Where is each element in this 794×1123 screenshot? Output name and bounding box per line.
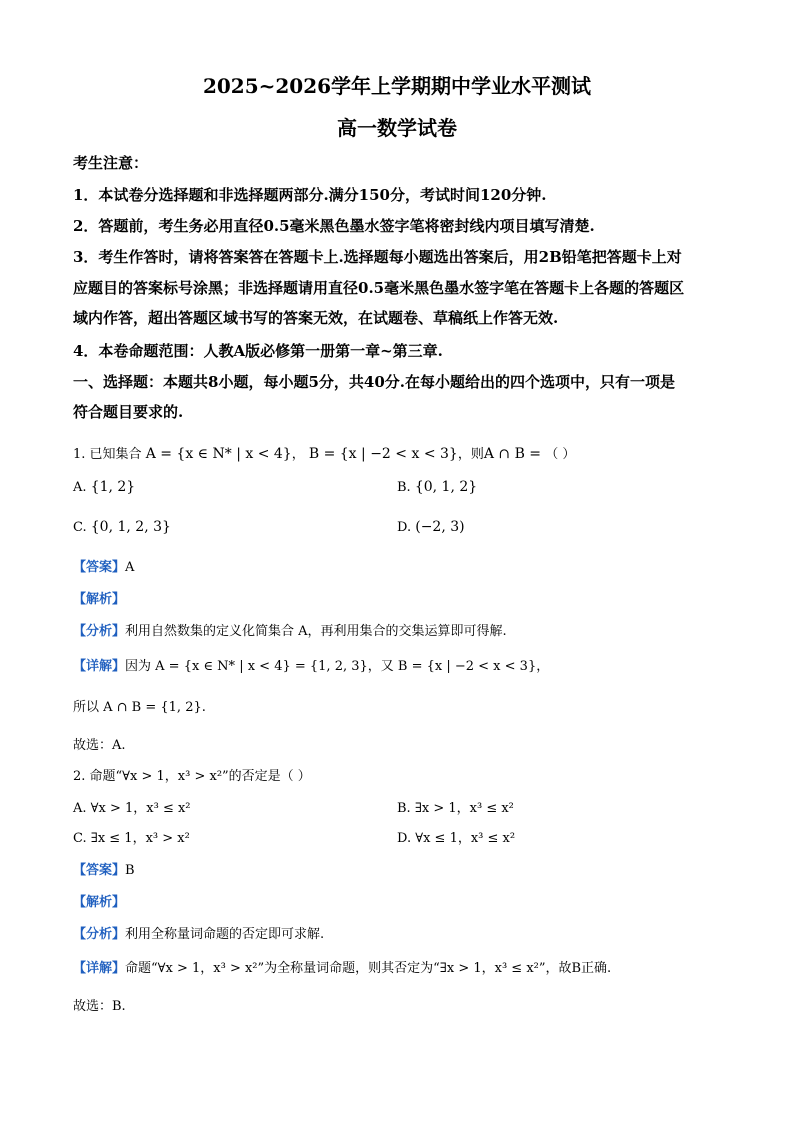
notice-item-1: 1．本试卷分选择题和非选择题两部分.满分150分，考试时间120分钟. [73,186,547,204]
option-letter: C. [73,520,87,535]
option-letter: B. [397,480,411,495]
q1-set-b: B = {x | −2 < x < 3} [308,446,458,462]
q1-stem [73,443,575,462]
q2-conclusion: 故选：B. [73,999,126,1014]
jiexi-tag: 【解析】 [73,895,126,910]
xiangjie-tag: 【详解】 [73,961,126,976]
notice-item-3-cont2: 域内作答，超出答题区域书写的答案无效，在试题卷、草稿纸上作答无效. [73,309,559,327]
q2-stem: 2. 命题“∀x > 1，x³ > x²”的否定是（ ） [73,769,311,784]
answer-tag: 【答案】 [73,863,126,878]
section-heading: 一、选择题：本题共8小题，每小题5分，共40分.在每小题给出的四个选项中，只有一项是 [73,373,675,391]
q1-paren: （ ） [545,447,576,462]
option-value: {1, 2} [90,479,136,495]
q1-fenxi [73,620,507,639]
q1-stem-lead: 1. 已知集合 [73,447,142,462]
q1-conclusion: 故选：A. [73,738,126,753]
option-value: {0, 1, 2} [414,479,478,495]
option-value: ∀x > 1，x³ ≤ x² [90,801,191,816]
fenxi-text: 利用自然数集的定义化简集合 A，再利用集合的交集运算即可得解. [125,624,507,639]
section-heading-cont: 符合题目要求的. [73,403,184,421]
q2-jiexi [73,891,125,910]
option-letter: A. [73,801,87,816]
option-value: {0, 1, 2, 3} [90,519,171,535]
notice-heading: 考生注意： [73,154,149,172]
answer-tag: 【答案】 [73,560,126,575]
fenxi-text: 利用全称量词命题的否定即可求解. [125,927,325,942]
q2-answer [73,859,135,878]
notice-item-3-cont: 应题目的答案标号涂黑；非选择题请用直径0.5毫米黑色墨水签字笔在答题卡上各题的答题区 [73,279,685,297]
fenxi-tag: 【分析】 [73,624,126,639]
q2-option-a [73,797,191,816]
fenxi-tag: 【分析】 [73,927,126,942]
q1-stem-tail: ，则 [457,447,484,462]
q2-fenxi [73,923,324,942]
q1-sep: ， [291,447,305,462]
answer-value: B [125,863,135,878]
q1-expr: A ∩ B = [483,446,542,462]
xiangjie-text: 因为 A = {x ∈ N* | x < 4} = {1, 2, 3}，又 B = {x | −2 < x < 3}， [125,659,550,674]
q2-xiangjie [73,957,611,976]
q1-set-a: A = {x ∈ N* | x < 4} [145,446,292,462]
q1-option-a [73,479,135,495]
notice-item-2: 2．答题前，考生务必用直径0.5毫米黑色墨水签字笔将密封线内项目填写清楚. [73,217,595,235]
q1-option-b [397,479,477,495]
q2-option-d [397,827,515,846]
q1-option-c [73,519,171,535]
option-value: ∃x ≤ 1，x³ > x² [90,831,190,846]
answer-value: A [125,560,135,575]
option-letter: C. [73,831,87,846]
notice-item-4: 4．本卷命题范围：人教A版必修第一册第一章~第三章. [73,342,443,360]
option-letter: A. [73,480,87,495]
notice-item-3: 3．考生作答时，请将答案答在答题卡上.选择题每小题选出答案后，用2B铅笔把答题卡上对 [73,248,682,266]
q2-option-c [73,827,190,846]
jiexi-tag: 【解析】 [73,592,126,607]
xiangjie-text: 命题“∀x > 1，x³ > x²”为全称量词命题，则其否定为“∃x > 1，x³ ≤ x²”，故B正确. [125,961,612,976]
q2-option-b [397,797,514,816]
option-letter: D. [397,831,412,846]
page-subtitle: 高一数学试卷 [337,116,457,140]
option-value: ∃x > 1，x³ ≤ x² [414,801,514,816]
page-title: 2025~2026学年上学期期中学业水平测试 [202,74,592,98]
xiangjie-text: 所以 A ∩ B = {1, 2}. [73,700,206,715]
xiangjie-tag: 【详解】 [73,659,126,674]
q1-answer [73,556,134,575]
q1-option-d [397,519,465,535]
option-letter: B. [397,801,411,816]
q1-xiangjie [73,655,549,674]
q1-xiangjie-cont [73,696,206,715]
option-value: (−2, 3) [415,519,465,535]
option-value: ∀x ≤ 1，x³ ≤ x² [415,831,516,846]
q1-jiexi [73,588,125,607]
option-letter: D. [397,520,412,535]
